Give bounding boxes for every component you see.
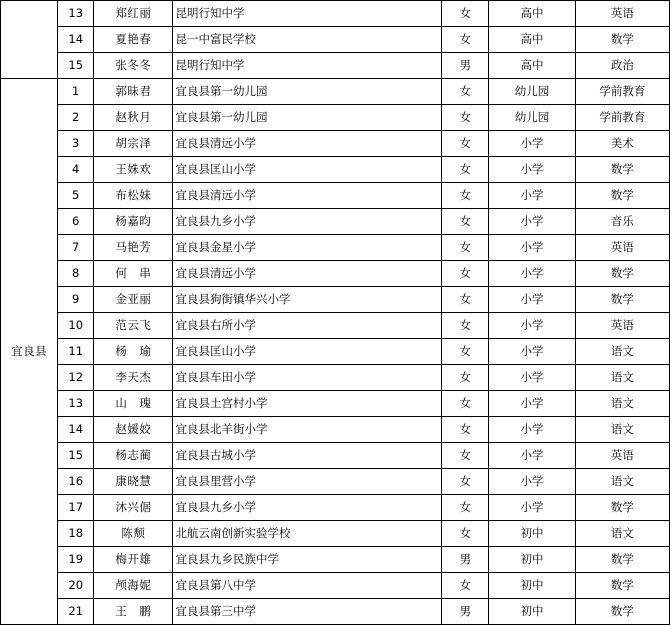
table-row bbox=[1, 495, 670, 521]
subject-cell: 数学 bbox=[575, 573, 669, 599]
school-stage-cell: 小学 bbox=[489, 209, 575, 235]
school-stage-cell: 小学 bbox=[489, 469, 575, 495]
subject-cell: 学前教育 bbox=[575, 105, 669, 131]
subject-cell: 数学 bbox=[575, 495, 669, 521]
row-index-cell: 5 bbox=[58, 183, 94, 209]
teacher-name-cell: 郭昧君 bbox=[94, 79, 173, 105]
table-row bbox=[1, 209, 670, 235]
school-name-cell: 宜良县九乡小学 bbox=[173, 495, 442, 521]
school-stage-cell: 小学 bbox=[489, 287, 575, 313]
row-index-cell: 13 bbox=[58, 391, 94, 417]
school-name-cell: 宜良县里营小学 bbox=[173, 469, 442, 495]
school-stage-cell: 幼儿园 bbox=[489, 105, 575, 131]
teacher-name-cell: 郑红丽 bbox=[94, 1, 173, 27]
school-stage-cell: 小学 bbox=[489, 417, 575, 443]
table-row bbox=[1, 443, 670, 469]
subject-cell: 语文 bbox=[575, 339, 669, 365]
school-name-cell: 宜良县九乡小学 bbox=[173, 209, 442, 235]
row-index-cell: 8 bbox=[58, 261, 94, 287]
gender-cell: 女 bbox=[442, 391, 489, 417]
roster-body bbox=[1, 1, 670, 625]
row-index-cell: 13 bbox=[58, 1, 94, 27]
gender-cell: 女 bbox=[442, 1, 489, 27]
table-row bbox=[1, 547, 670, 573]
school-stage-cell: 小学 bbox=[489, 391, 575, 417]
subject-cell: 语文 bbox=[575, 391, 669, 417]
subject-cell: 数学 bbox=[575, 547, 669, 573]
table-row bbox=[1, 365, 670, 391]
table-row bbox=[1, 261, 670, 287]
table-row bbox=[1, 339, 670, 365]
table-row bbox=[1, 599, 670, 625]
school-name-cell: 宜良县第一幼儿园 bbox=[173, 79, 442, 105]
subject-cell: 政治 bbox=[575, 53, 669, 79]
school-stage-cell: 小学 bbox=[489, 157, 575, 183]
school-name-cell: 宜良县土宫村小学 bbox=[173, 391, 442, 417]
school-name-cell: 宜良县北羊街小学 bbox=[173, 417, 442, 443]
row-index-cell: 14 bbox=[58, 417, 94, 443]
table-row bbox=[1, 313, 670, 339]
gender-cell: 男 bbox=[442, 599, 489, 625]
teacher-name-cell: 山 瑰 bbox=[94, 391, 173, 417]
gender-cell: 女 bbox=[442, 261, 489, 287]
gender-cell: 女 bbox=[442, 495, 489, 521]
school-stage-cell: 幼儿园 bbox=[489, 79, 575, 105]
school-stage-cell: 小学 bbox=[489, 313, 575, 339]
gender-cell: 女 bbox=[442, 365, 489, 391]
subject-cell: 语文 bbox=[575, 469, 669, 495]
school-name-cell: 宜良县清远小学 bbox=[173, 183, 442, 209]
gender-cell: 女 bbox=[442, 131, 489, 157]
teacher-name-cell: 何 串 bbox=[94, 261, 173, 287]
school-stage-cell: 小学 bbox=[489, 183, 575, 209]
teacher-name-cell: 杨 瑜 bbox=[94, 339, 173, 365]
teacher-name-cell: 赵秋月 bbox=[94, 105, 173, 131]
teacher-name-cell: 沐兴倨 bbox=[94, 495, 173, 521]
table-row bbox=[1, 287, 670, 313]
school-name-cell: 宜良县第三中学 bbox=[173, 599, 442, 625]
table-row bbox=[1, 521, 670, 547]
school-stage-cell: 小学 bbox=[489, 443, 575, 469]
school-name-cell: 宜良县清远小学 bbox=[173, 261, 442, 287]
school-name-cell: 宜良县第一幼儿园 bbox=[173, 105, 442, 131]
table-row bbox=[1, 417, 670, 443]
school-name-cell: 宜良县第八中学 bbox=[173, 573, 442, 599]
subject-cell: 美术 bbox=[575, 131, 669, 157]
subject-cell: 数学 bbox=[575, 183, 669, 209]
subject-cell: 数学 bbox=[575, 27, 669, 53]
subject-cell: 音乐 bbox=[575, 209, 669, 235]
school-stage-cell: 小学 bbox=[489, 365, 575, 391]
row-index-cell: 3 bbox=[58, 131, 94, 157]
gender-cell: 女 bbox=[442, 209, 489, 235]
school-name-cell: 宜良县匡山小学 bbox=[173, 339, 442, 365]
teacher-name-cell: 杨志蔺 bbox=[94, 443, 173, 469]
row-index-cell: 17 bbox=[58, 495, 94, 521]
school-name-cell: 宜良县清远小学 bbox=[173, 131, 442, 157]
teacher-name-cell: 张冬冬 bbox=[94, 53, 173, 79]
school-stage-cell: 小学 bbox=[489, 235, 575, 261]
row-index-cell: 15 bbox=[58, 443, 94, 469]
county-group-cell bbox=[1, 1, 58, 79]
teacher-name-cell: 王 鹏 bbox=[94, 599, 173, 625]
teacher-name-cell: 梅开雄 bbox=[94, 547, 173, 573]
row-index-cell: 1 bbox=[58, 79, 94, 105]
school-stage-cell: 高中 bbox=[489, 27, 575, 53]
teacher-name-cell: 范云飞 bbox=[94, 313, 173, 339]
gender-cell: 女 bbox=[442, 573, 489, 599]
table-row bbox=[1, 105, 670, 131]
table-row bbox=[1, 79, 670, 105]
school-stage-cell: 初中 bbox=[489, 573, 575, 599]
school-stage-cell: 初中 bbox=[489, 547, 575, 573]
row-index-cell: 21 bbox=[58, 599, 94, 625]
teacher-name-cell: 金亚丽 bbox=[94, 287, 173, 313]
school-stage-cell: 高中 bbox=[489, 53, 575, 79]
gender-cell: 女 bbox=[442, 469, 489, 495]
school-name-cell: 宜良县车田小学 bbox=[173, 365, 442, 391]
school-stage-cell: 初中 bbox=[489, 521, 575, 547]
teacher-name-cell: 马艳芳 bbox=[94, 235, 173, 261]
gender-cell: 女 bbox=[442, 339, 489, 365]
row-index-cell: 16 bbox=[58, 469, 94, 495]
subject-cell: 语文 bbox=[575, 365, 669, 391]
school-name-cell: 宜良县匡山小学 bbox=[173, 157, 442, 183]
teacher-name-cell: 王姝欢 bbox=[94, 157, 173, 183]
gender-cell: 男 bbox=[442, 53, 489, 79]
table-row bbox=[1, 469, 670, 495]
school-stage-cell: 小学 bbox=[489, 131, 575, 157]
row-index-cell: 6 bbox=[58, 209, 94, 235]
row-index-cell: 7 bbox=[58, 235, 94, 261]
teacher-name-cell: 康晓慧 bbox=[94, 469, 173, 495]
row-index-cell: 4 bbox=[58, 157, 94, 183]
row-index-cell: 15 bbox=[58, 53, 94, 79]
row-index-cell: 19 bbox=[58, 547, 94, 573]
subject-cell: 英语 bbox=[575, 1, 669, 27]
subject-cell: 英语 bbox=[575, 235, 669, 261]
gender-cell: 女 bbox=[442, 105, 489, 131]
table-row bbox=[1, 53, 670, 79]
subject-cell: 数学 bbox=[575, 287, 669, 313]
table-row bbox=[1, 131, 670, 157]
school-name-cell: 宜良县古城小学 bbox=[173, 443, 442, 469]
school-stage-cell: 小学 bbox=[489, 261, 575, 287]
gender-cell: 女 bbox=[442, 417, 489, 443]
gender-cell: 女 bbox=[442, 313, 489, 339]
school-stage-cell: 小学 bbox=[489, 339, 575, 365]
gender-cell: 女 bbox=[442, 443, 489, 469]
school-name-cell: 宜良县右所小学 bbox=[173, 313, 442, 339]
subject-cell: 语文 bbox=[575, 417, 669, 443]
gender-cell: 女 bbox=[442, 287, 489, 313]
teacher-name-cell: 颅海妮 bbox=[94, 573, 173, 599]
gender-cell: 女 bbox=[442, 183, 489, 209]
school-name-cell: 昆明行知中学 bbox=[173, 53, 442, 79]
row-index-cell: 2 bbox=[58, 105, 94, 131]
school-stage-cell: 高中 bbox=[489, 1, 575, 27]
subject-cell: 数学 bbox=[575, 261, 669, 287]
teacher-name-cell: 夏艳春 bbox=[94, 27, 173, 53]
gender-cell: 女 bbox=[442, 27, 489, 53]
school-name-cell: 昆明行知中学 bbox=[173, 1, 442, 27]
row-index-cell: 9 bbox=[58, 287, 94, 313]
row-index-cell: 18 bbox=[58, 521, 94, 547]
school-name-cell: 宜良县九乡民族中学 bbox=[173, 547, 442, 573]
county-group-cell: 宜良县 bbox=[1, 79, 58, 625]
row-index-cell: 14 bbox=[58, 27, 94, 53]
row-index-cell: 11 bbox=[58, 339, 94, 365]
school-name-cell: 北航云南创新实验学校 bbox=[173, 521, 442, 547]
teacher-name-cell: 胡宗泽 bbox=[94, 131, 173, 157]
subject-cell: 英语 bbox=[575, 313, 669, 339]
row-index-cell: 12 bbox=[58, 365, 94, 391]
table-row bbox=[1, 1, 670, 27]
teacher-name-cell: 陈颓 bbox=[94, 521, 173, 547]
row-index-cell: 20 bbox=[58, 573, 94, 599]
school-name-cell: 宜良县狗街镇华兴小学 bbox=[173, 287, 442, 313]
teacher-name-cell: 布松妹 bbox=[94, 183, 173, 209]
subject-cell: 数学 bbox=[575, 157, 669, 183]
school-name-cell: 昆一中富民学校 bbox=[173, 27, 442, 53]
table-row bbox=[1, 391, 670, 417]
teacher-name-cell: 赵媛姣 bbox=[94, 417, 173, 443]
subject-cell: 数学 bbox=[575, 599, 669, 625]
gender-cell: 女 bbox=[442, 235, 489, 261]
teacher-name-cell: 杨嘉昀 bbox=[94, 209, 173, 235]
gender-cell: 女 bbox=[442, 79, 489, 105]
row-index-cell: 10 bbox=[58, 313, 94, 339]
school-stage-cell: 小学 bbox=[489, 495, 575, 521]
subject-cell: 学前教育 bbox=[575, 79, 669, 105]
gender-cell: 女 bbox=[442, 521, 489, 547]
school-name-cell: 宜良县金星小学 bbox=[173, 235, 442, 261]
subject-cell: 英语 bbox=[575, 443, 669, 469]
teacher-name-cell: 李天杰 bbox=[94, 365, 173, 391]
gender-cell: 男 bbox=[442, 547, 489, 573]
gender-cell: 女 bbox=[442, 157, 489, 183]
subject-cell: 语文 bbox=[575, 521, 669, 547]
table-row bbox=[1, 183, 670, 209]
table-row bbox=[1, 27, 670, 53]
table-row bbox=[1, 235, 670, 261]
school-stage-cell: 初中 bbox=[489, 599, 575, 625]
table-row bbox=[1, 157, 670, 183]
